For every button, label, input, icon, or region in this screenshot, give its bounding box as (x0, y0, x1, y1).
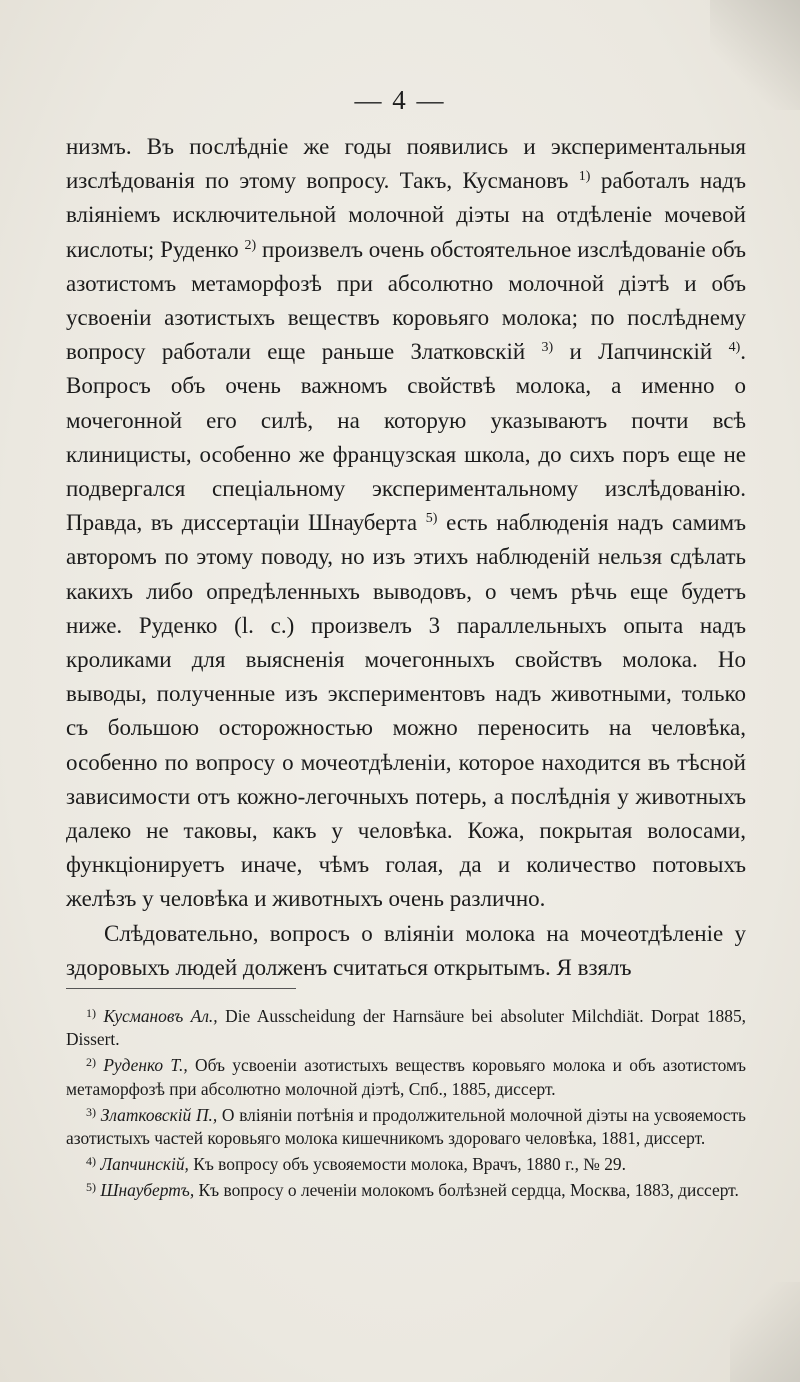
footnote-ref[interactable]: 4) (728, 340, 741, 356)
text-run: работалъ надъ вліяніемъ исключительной молочной діэты на отдѣленіе мочевой кислоты; Руденко (66, 168, 746, 262)
text-run: и Лапчинскій (553, 339, 729, 365)
footnote-author: Кусмановъ Ал., (103, 1006, 218, 1026)
footnotes (66, 1002, 746, 1203)
footnote-text: Къ вопросу о леченіи молокомъ болѣзней сердца, Москва, 1883, диссерт. (194, 1180, 739, 1201)
footnote-author: Лапчинскій, (100, 1154, 189, 1175)
footnote-mark: 2) (86, 1055, 96, 1070)
footnote-text: О вліяніи потѣнія и продолжительной молочной діэты на усвояемость азотистыхъ частей коровьяго молока кишечникомъ здороваго человѣка, 1881, диссерт. (66, 1104, 746, 1149)
footnote (66, 1150, 746, 1176)
footnote-mark: 1) (86, 1006, 96, 1020)
paragraph-1 (66, 130, 746, 917)
footnote (66, 1101, 746, 1150)
footnote (66, 1002, 746, 1051)
footnote-author: Шнаубертъ, (100, 1180, 195, 1201)
footnote-ref[interactable]: 1) (578, 169, 591, 185)
main-text (66, 130, 746, 985)
footnote (66, 1176, 746, 1202)
text-run: . Вопросъ объ очень важномъ свойствѣ молока, а именно о мочегонной его силѣ, на которую указываютъ почти всѣ клиницисты, особенно же французская школа, до сихъ поръ еще не подвергался спеціальному экспериментальному изслѣдованію. Правда, въ диссертаціи Шнауберта (66, 339, 746, 536)
footnote-divider (66, 988, 296, 989)
page-number: — 4 — (354, 85, 446, 115)
footnote-author: Златковскій П., (100, 1104, 218, 1125)
footnote-text: Die Ausscheidung der Harnsäure bei absoluter Milchdiät. Dorpat 1885, Dissert. (66, 1006, 746, 1050)
footnote (66, 1051, 746, 1100)
text-run: низмъ. Въ послѣдніе же годы появились и экспериментальныя изслѣдованія по этому вопросу. Такъ, Кусмановъ (66, 134, 746, 194)
footnote-mark: 3) (86, 1104, 96, 1119)
text-run: произвелъ очень обстоятельное изслѣдованіе объ азотистомъ метаморфозѣ при абсолютно молочной діэтѣ и объ усвоеніи азотистыхъ веществъ коровьяго молока; по послѣднему вопросу работали еще раньше Златковскій (66, 236, 746, 365)
footnote-ref[interactable]: 2) (244, 237, 257, 253)
footnote-ref[interactable]: 3) (541, 340, 554, 356)
footnote-mark: 5) (86, 1180, 96, 1195)
footnote-author: Руденко Т., (103, 1055, 188, 1076)
footnote-mark: 4) (86, 1154, 96, 1169)
page-corner-shadow-bottom (730, 1282, 800, 1382)
footnote-text: Къ вопросу объ усвояемости молока, Врачъ, 1880 г., № 29. (188, 1154, 626, 1175)
footnote-ref[interactable]: 5) (425, 511, 438, 527)
footnote-text: Объ усвоеніи азотистыхъ веществъ коровьяго молока и объ азотистомъ метаморфозѣ при абсолютно молочной діэтѣ, Спб., 1885, диссерт. (66, 1055, 746, 1099)
paragraph-2: Слѣдовательно, вопросъ о вліяніи молока на мочеотдѣленіе у здоровыхъ людей долженъ считаться открытымъ. Я взялъ (66, 920, 746, 980)
text-run: есть наблюденія надъ самимъ авторомъ по этому поводу, но изъ этихъ наблюденій нельзя сдѣлать какихъ либо опредѣленныхъ выводовъ, о чемъ рѣчь еще будетъ ниже. Руденко (l. c.) произвелъ 3 параллельныхъ опыта надъ кроликами для выясненія мочегонныхъ свойствъ молока. Но выводы, полученные изъ экспериментовъ надъ животными, только съ большою осторожностью можно переносить на человѣка, особенно по вопросу о мочеотдѣленіи, которое находится въ тѣсной зависимости отъ кожно-легочныхъ потерь, а послѣднія у животныхъ далеко не таковы, какъ у человѣка. Кожа, покрытая волосами, функціонируетъ иначе, чѣмъ голая, да и количество потовыхъ желѣзъ у человѣка и животныхъ очень различно. (66, 510, 747, 912)
